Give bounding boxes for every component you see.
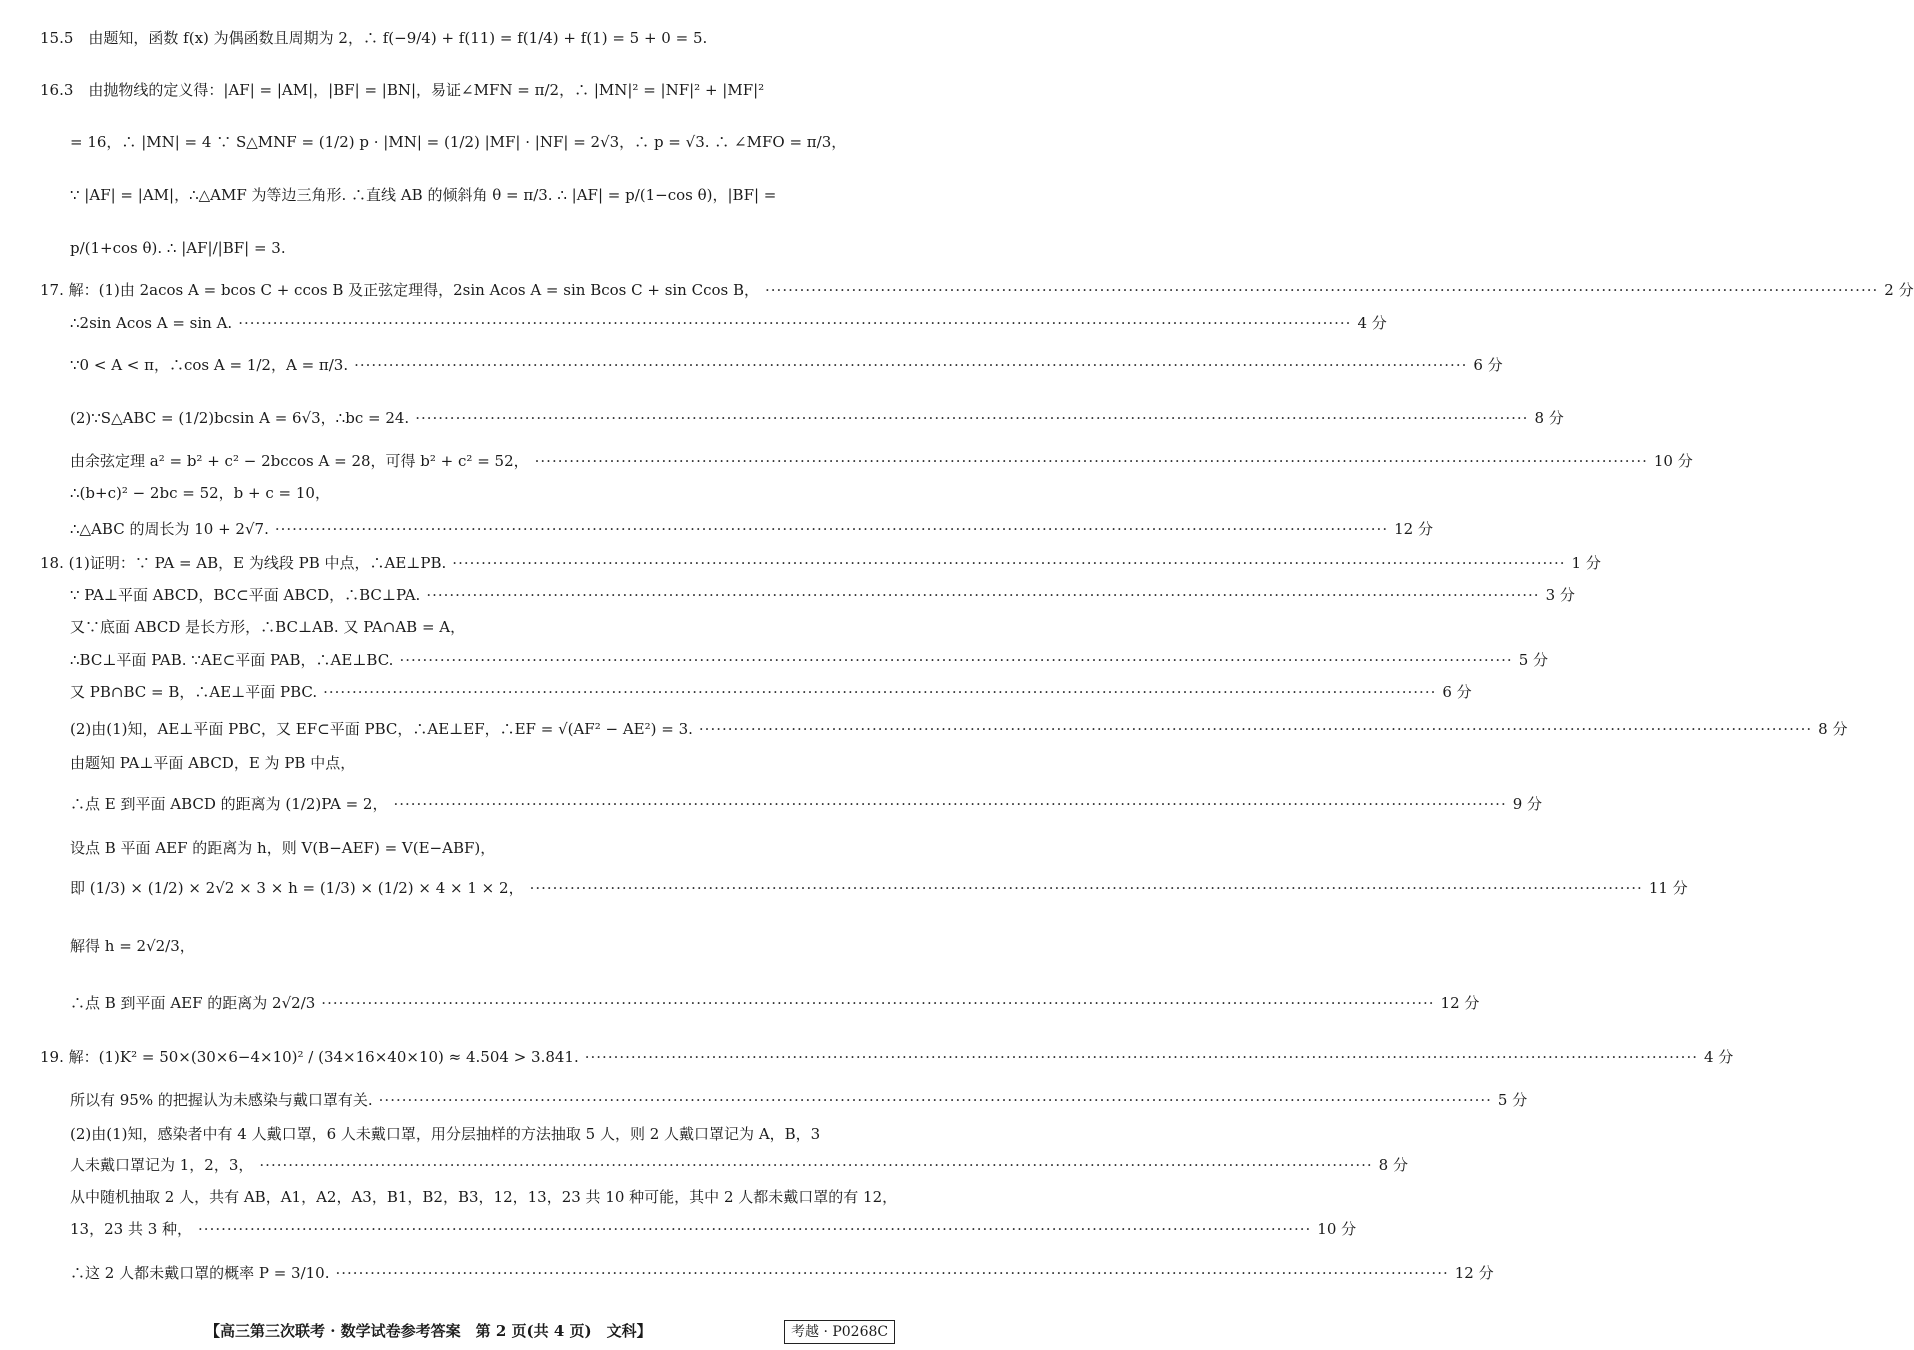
line-text: 从中随机抽取 2 人，共有 AB，A1，A2，A3，B1，B2，B3，12，13，23 共 10 种可能，其中 2 人都未戴口罩的有 12， [70, 1188, 898, 1206]
line-text: 15.5 由题知，函数 f(x) 为偶函数且周期为 2，∴ f(−9/4) + f(11) = f(1/4) + f(1) = 5 + 0 = 5. [40, 29, 708, 47]
line-text: p/(1+cos θ). ∴ |AF|/|BF| = 3. [70, 239, 286, 257]
line-text: 又 PB∩BC = B，∴AE⊥平面 PBC. [70, 683, 318, 701]
answer-line-18-4 [70, 650, 1549, 670]
answer-line-16b [70, 132, 1020, 152]
answer-line-17-6 [70, 483, 1020, 503]
line-text: ∵0 < A < π，∴cos A = 1/2，A = π/3. [70, 356, 349, 374]
answer-line-17-4 [70, 408, 1564, 428]
score-points: 4 分 [1357, 314, 1387, 332]
answer-line-18-8 [70, 794, 1543, 814]
line-text: ∵ |AF| = |AM|，∴△AMF 为等边三角形. ∴直线 AB 的倾斜角 θ = π/3. ∴ |AF| = p/(1−cos θ)，|BF| = [70, 186, 777, 204]
footer-title: 【高三第三次联考 · 数学试卷参考答案 第 2 页(共 4 页) 文科】 [205, 1322, 652, 1340]
score-points: 10 分 [1653, 452, 1693, 470]
answer-line-18-6 [70, 719, 1848, 739]
score-points: 6 分 [1442, 683, 1472, 701]
score-points: 6 分 [1473, 356, 1503, 374]
line-text: 19. 解：(1)K² = 50×(30×6−4×10)² / (34×16×40×10) ≈ 4.504 > 3.841. [40, 1048, 579, 1066]
answer-line-16c [70, 185, 1020, 205]
score-points: 8 分 [1378, 1156, 1408, 1174]
line-text: (2)∵S△ABC = (1/2)bcsin A = 6√3，∴bc = 24. [70, 409, 410, 427]
answer-line-19-1 [40, 1047, 1734, 1067]
answer-line-19-5 [70, 1187, 1020, 1207]
line-text: ∴BC⊥平面 PAB. ∵AE⊂平面 PAB，∴AE⊥BC. [70, 651, 394, 669]
line-text: 由余弦定理 a² = b² + c² − 2bccos A = 28，可得 b² + c² = 52， [70, 452, 529, 470]
line-text: ∴(b+c)² − 2bc = 52，b + c = 10， [70, 484, 330, 502]
answer-line-18-1 [40, 553, 1601, 573]
score-points: 12 分 [1440, 994, 1480, 1012]
footer-code-box: 考越 · P0268C [784, 1320, 895, 1344]
line-text: ∴△ABC 的周长为 10 + 2√7. [70, 520, 269, 538]
leader-dots [399, 650, 1512, 670]
leader-dots [321, 993, 1434, 1013]
line-text: 13，23 共 3 种， [70, 1220, 193, 1238]
leader-dots [238, 313, 1351, 333]
answer-line-17-5 [70, 451, 1693, 471]
answer-line-19-4 [70, 1155, 1408, 1175]
leader-dots [585, 1047, 1698, 1067]
line-text: (2)由(1)知，AE⊥平面 PBC，又 EF⊂平面 PBC，∴AE⊥EF，∴EF = √(AF² − AE²) = 3. [70, 720, 693, 738]
leader-dots [415, 408, 1528, 428]
leader-dots [699, 719, 1812, 739]
line-text: 16.3 由抛物线的定义得：|AF| = |AM|，|BF| = |BN|，易证∠MFN = π/2，∴ |MN|² = |NF|² + |MF|² [40, 81, 765, 99]
answer-line-17-2 [70, 313, 1387, 333]
answer-line-17-7 [70, 519, 1433, 539]
score-points: 4 分 [1704, 1048, 1734, 1066]
leader-dots [530, 878, 1643, 898]
answer-line-19-3 [70, 1124, 1020, 1144]
answer-line-17-1 [40, 280, 1914, 300]
line-text: (2)由(1)知，感染者中有 4 人戴口罩，6 人未戴口罩，用分层抽样的方法抽取 5 人，则 2 人戴口罩记为 A，B，3 [70, 1125, 821, 1143]
score-points: 1 分 [1571, 554, 1601, 572]
answer-line-19-2 [70, 1090, 1528, 1110]
leader-dots [275, 519, 1388, 539]
line-text: 所以有 95% 的把握认为未感染与戴口罩有关. [70, 1091, 373, 1109]
score-points: 9 分 [1512, 795, 1543, 813]
line-text: 18. (1)证明：∵ PA = AB，E 为线段 PB 中点，∴AE⊥PB. [40, 554, 447, 572]
score-points: 2 分 [1884, 281, 1914, 299]
leader-dots [323, 682, 1436, 702]
score-points: 8 分 [1534, 409, 1564, 427]
answer-line-16a [40, 80, 990, 100]
line-text: 解得 h = 2√2/3， [70, 937, 195, 955]
line-text: 由题知 PA⊥平面 ABCD，E 为 PB 中点， [70, 754, 356, 772]
line-text: 设点 B 平面 AEF 的距离为 h，则 V(B−AEF) = V(E−ABF)， [70, 839, 496, 857]
leader-dots [259, 1155, 1372, 1175]
line-text: 又∵底面 ABCD 是长方形，∴BC⊥AB. 又 PA∩AB = A， [70, 618, 466, 636]
score-points: 8 分 [1818, 720, 1848, 738]
answer-line-19-7 [70, 1263, 1494, 1283]
page-footer [0, 1318, 950, 1344]
line-text: ∴2sin Acos A = sin A. [70, 314, 233, 332]
leader-dots [765, 280, 1878, 300]
line-text: ∴点 E 到平面 ABCD 的距离为 (1/2)PA = 2， [70, 795, 388, 813]
answer-line-18-10 [70, 878, 1688, 898]
line-text: ∴这 2 人都未戴口罩的概率 P = 3/10. [70, 1264, 330, 1282]
line-text: 人未戴口罩记为 1，2，3， [70, 1156, 254, 1174]
answer-line-15 [40, 28, 990, 48]
answer-line-18-5 [70, 682, 1472, 702]
line-text: ∴点 B 到平面 AEF 的距离为 2√2/3 [70, 994, 316, 1012]
line-text: 即 (1/3) × (1/2) × 2√2 × 3 × h = (1/3) × (1/2) × 4 × 1 × 2， [70, 879, 524, 897]
leader-dots [426, 585, 1539, 605]
score-points: 3 分 [1545, 586, 1575, 604]
leader-dots [198, 1219, 1311, 1239]
answer-line-18-3 [70, 617, 1020, 637]
answer-line-18-11 [70, 936, 1020, 956]
answer-line-19-6 [70, 1219, 1357, 1239]
answer-line-18-2 [70, 585, 1575, 605]
leader-dots [452, 553, 1565, 573]
answer-line-18-12 [70, 993, 1480, 1013]
score-points: 5 分 [1497, 1091, 1528, 1109]
line-text: = 16，∴ |MN| = 4 ∵ S△MNF = (1/2) p · |MN| = (1/2) |MF| · |NF| = 2√3，∴ p = √3. ∴ ∠MFO = π/3， [70, 133, 847, 151]
score-points: 10 分 [1317, 1220, 1357, 1238]
answer-line-18-9 [70, 838, 1020, 858]
score-points: 12 分 [1394, 520, 1433, 538]
line-text: ∵ PA⊥平面 ABCD，BC⊂平面 ABCD，∴BC⊥PA. [70, 586, 421, 604]
leader-dots [393, 794, 1506, 814]
score-points: 11 分 [1648, 879, 1688, 897]
leader-dots [379, 1090, 1492, 1110]
score-points: 5 分 [1518, 651, 1549, 669]
score-points: 12 分 [1454, 1264, 1494, 1282]
answer-line-17-3 [70, 355, 1503, 375]
leader-dots [336, 1263, 1449, 1283]
leader-dots [535, 451, 1648, 471]
answer-line-18-7 [70, 753, 1020, 773]
leader-dots [354, 355, 1467, 375]
line-text: 17. 解：(1)由 2acos A = bcos C + ccos B 及正弦定理得，2sin Acos A = sin Bcos C + sin Ccos B， [40, 281, 760, 299]
answer-line-16d [70, 238, 1020, 258]
